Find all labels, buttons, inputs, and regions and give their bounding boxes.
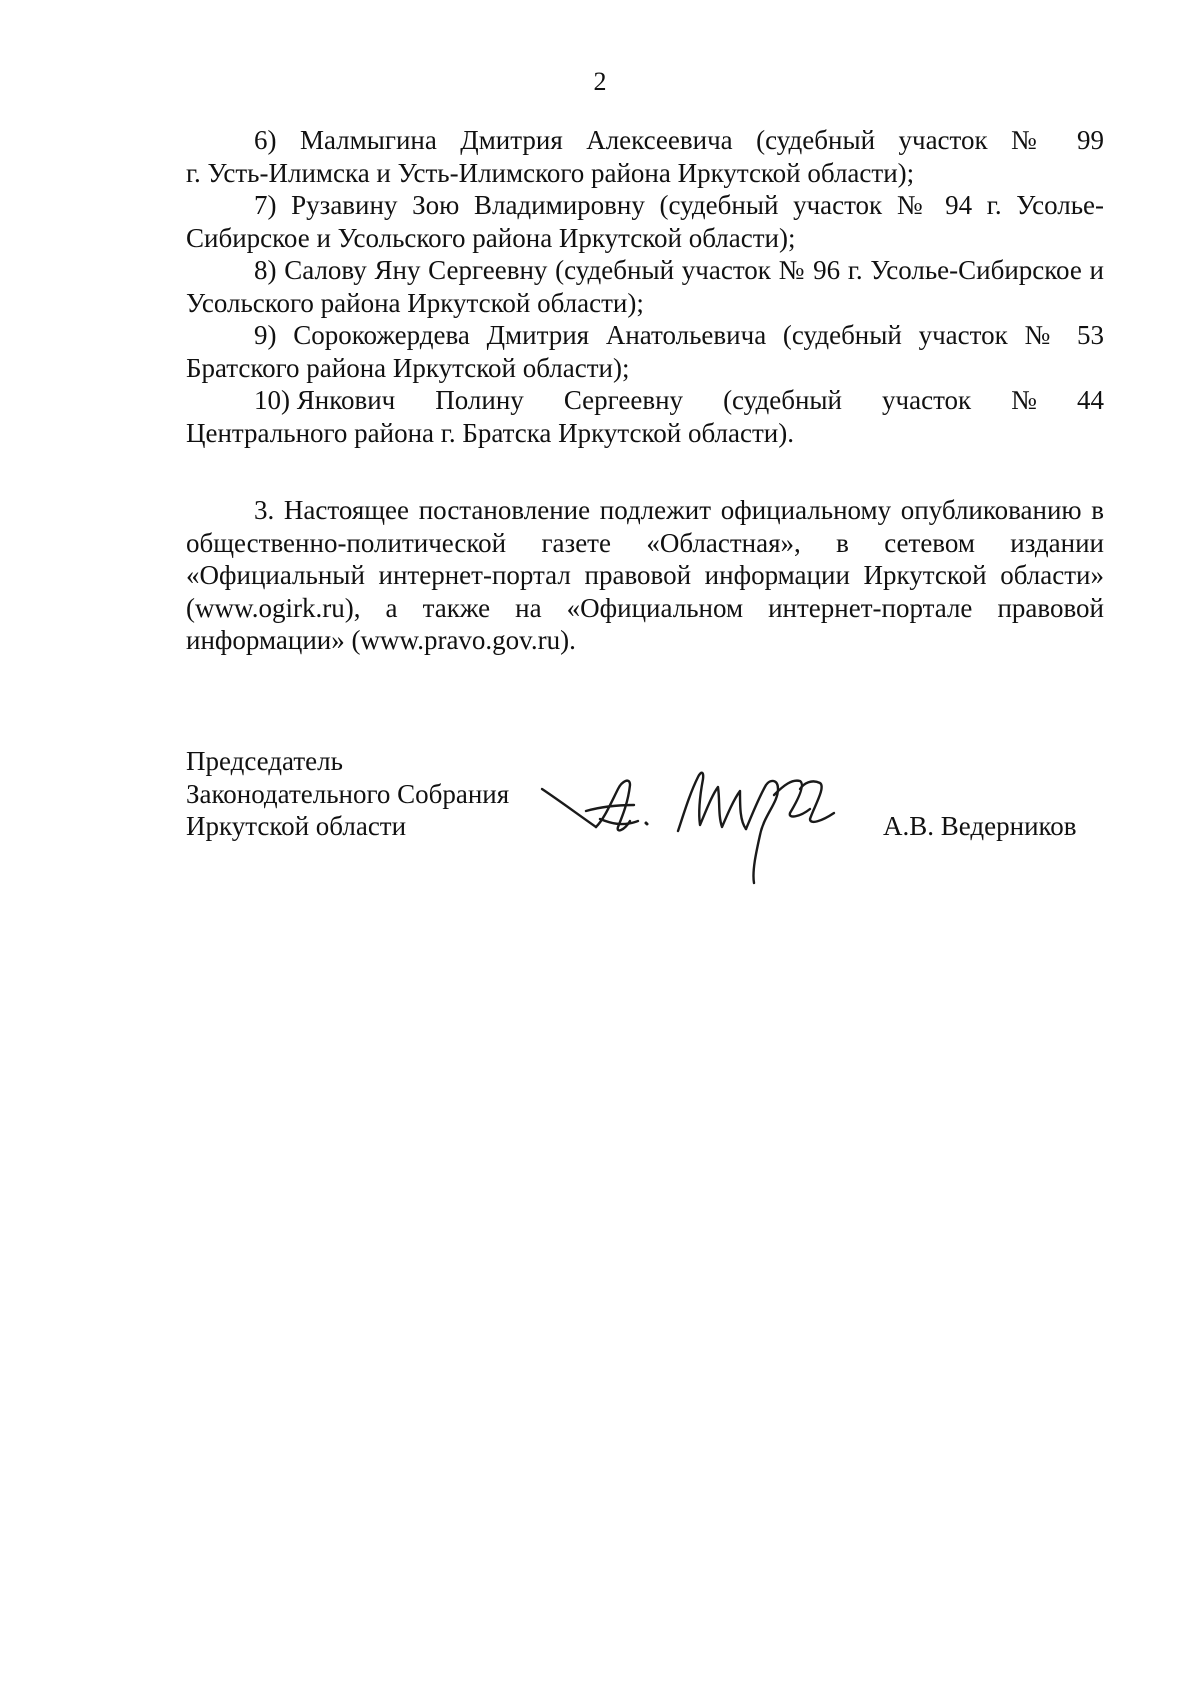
list-item-10-word: Полину <box>435 385 524 415</box>
paragraph-spacer <box>186 449 1104 494</box>
list-item-6-line-2: г. Усть-Илимска и Усть-Илимского района Иркутской области); <box>186 157 915 188</box>
paragraph-3-publication: 3. Настоящее постановление подлежит официальному опубликованию в общественно-политической газете «Областная», в сетевом издании «Официальный интернет-портал правовой информации Иркутской области» (www.ogirk.ru), а также на «Официальном интернет-портале правовой информации» (www.pravo.gov.ru). <box>186 495 1104 655</box>
signer-title-line: Законодательного Собрания <box>186 778 510 809</box>
list-item-10-word: (судебный <box>723 385 842 415</box>
list-item-10-word: № <box>1011 385 1037 415</box>
list-item-10-line-2: Центрального района г. Братска Иркутской области). <box>186 417 794 448</box>
list-item-10-word: Сергеевну <box>563 385 684 415</box>
list-item-10-line-1 <box>186 384 1104 417</box>
list-item-10-word: участок <box>882 385 972 415</box>
handwritten-signature <box>538 755 848 905</box>
signer-name: А.В. Ведерников <box>883 811 1077 841</box>
list-item-6-line-1: 6) Малмыгина Дмитрия Алексеевича (судебный участок № 99 <box>254 125 1104 155</box>
list-item-9: 9) Сорокожердева Дмитрия Анатольевича (судебный участок № 53 Братского района Иркутской области); <box>186 320 1104 383</box>
page-number: 2 <box>593 67 607 96</box>
signer-title-line: Председатель <box>186 746 343 776</box>
signature-block <box>186 745 1106 905</box>
list-item-7: 7) Рузавину Зою Владимировну (судебный участок № 94 г. Усолье-Сибирское и Усольского района Иркутской области); <box>186 190 1104 253</box>
signer-title <box>186 745 509 843</box>
list-item-10-word: 10) Янкович <box>254 385 396 415</box>
document-body <box>186 124 1104 657</box>
list-item-8: 8) Салову Яну Сергеевну (судебный участок № 96 г. Усолье-Сибирское и Усольского района Иркутской области); <box>186 255 1104 318</box>
list-item-10-word: 44 <box>1076 385 1104 415</box>
signer-title-line: Иркутской области <box>186 811 407 841</box>
